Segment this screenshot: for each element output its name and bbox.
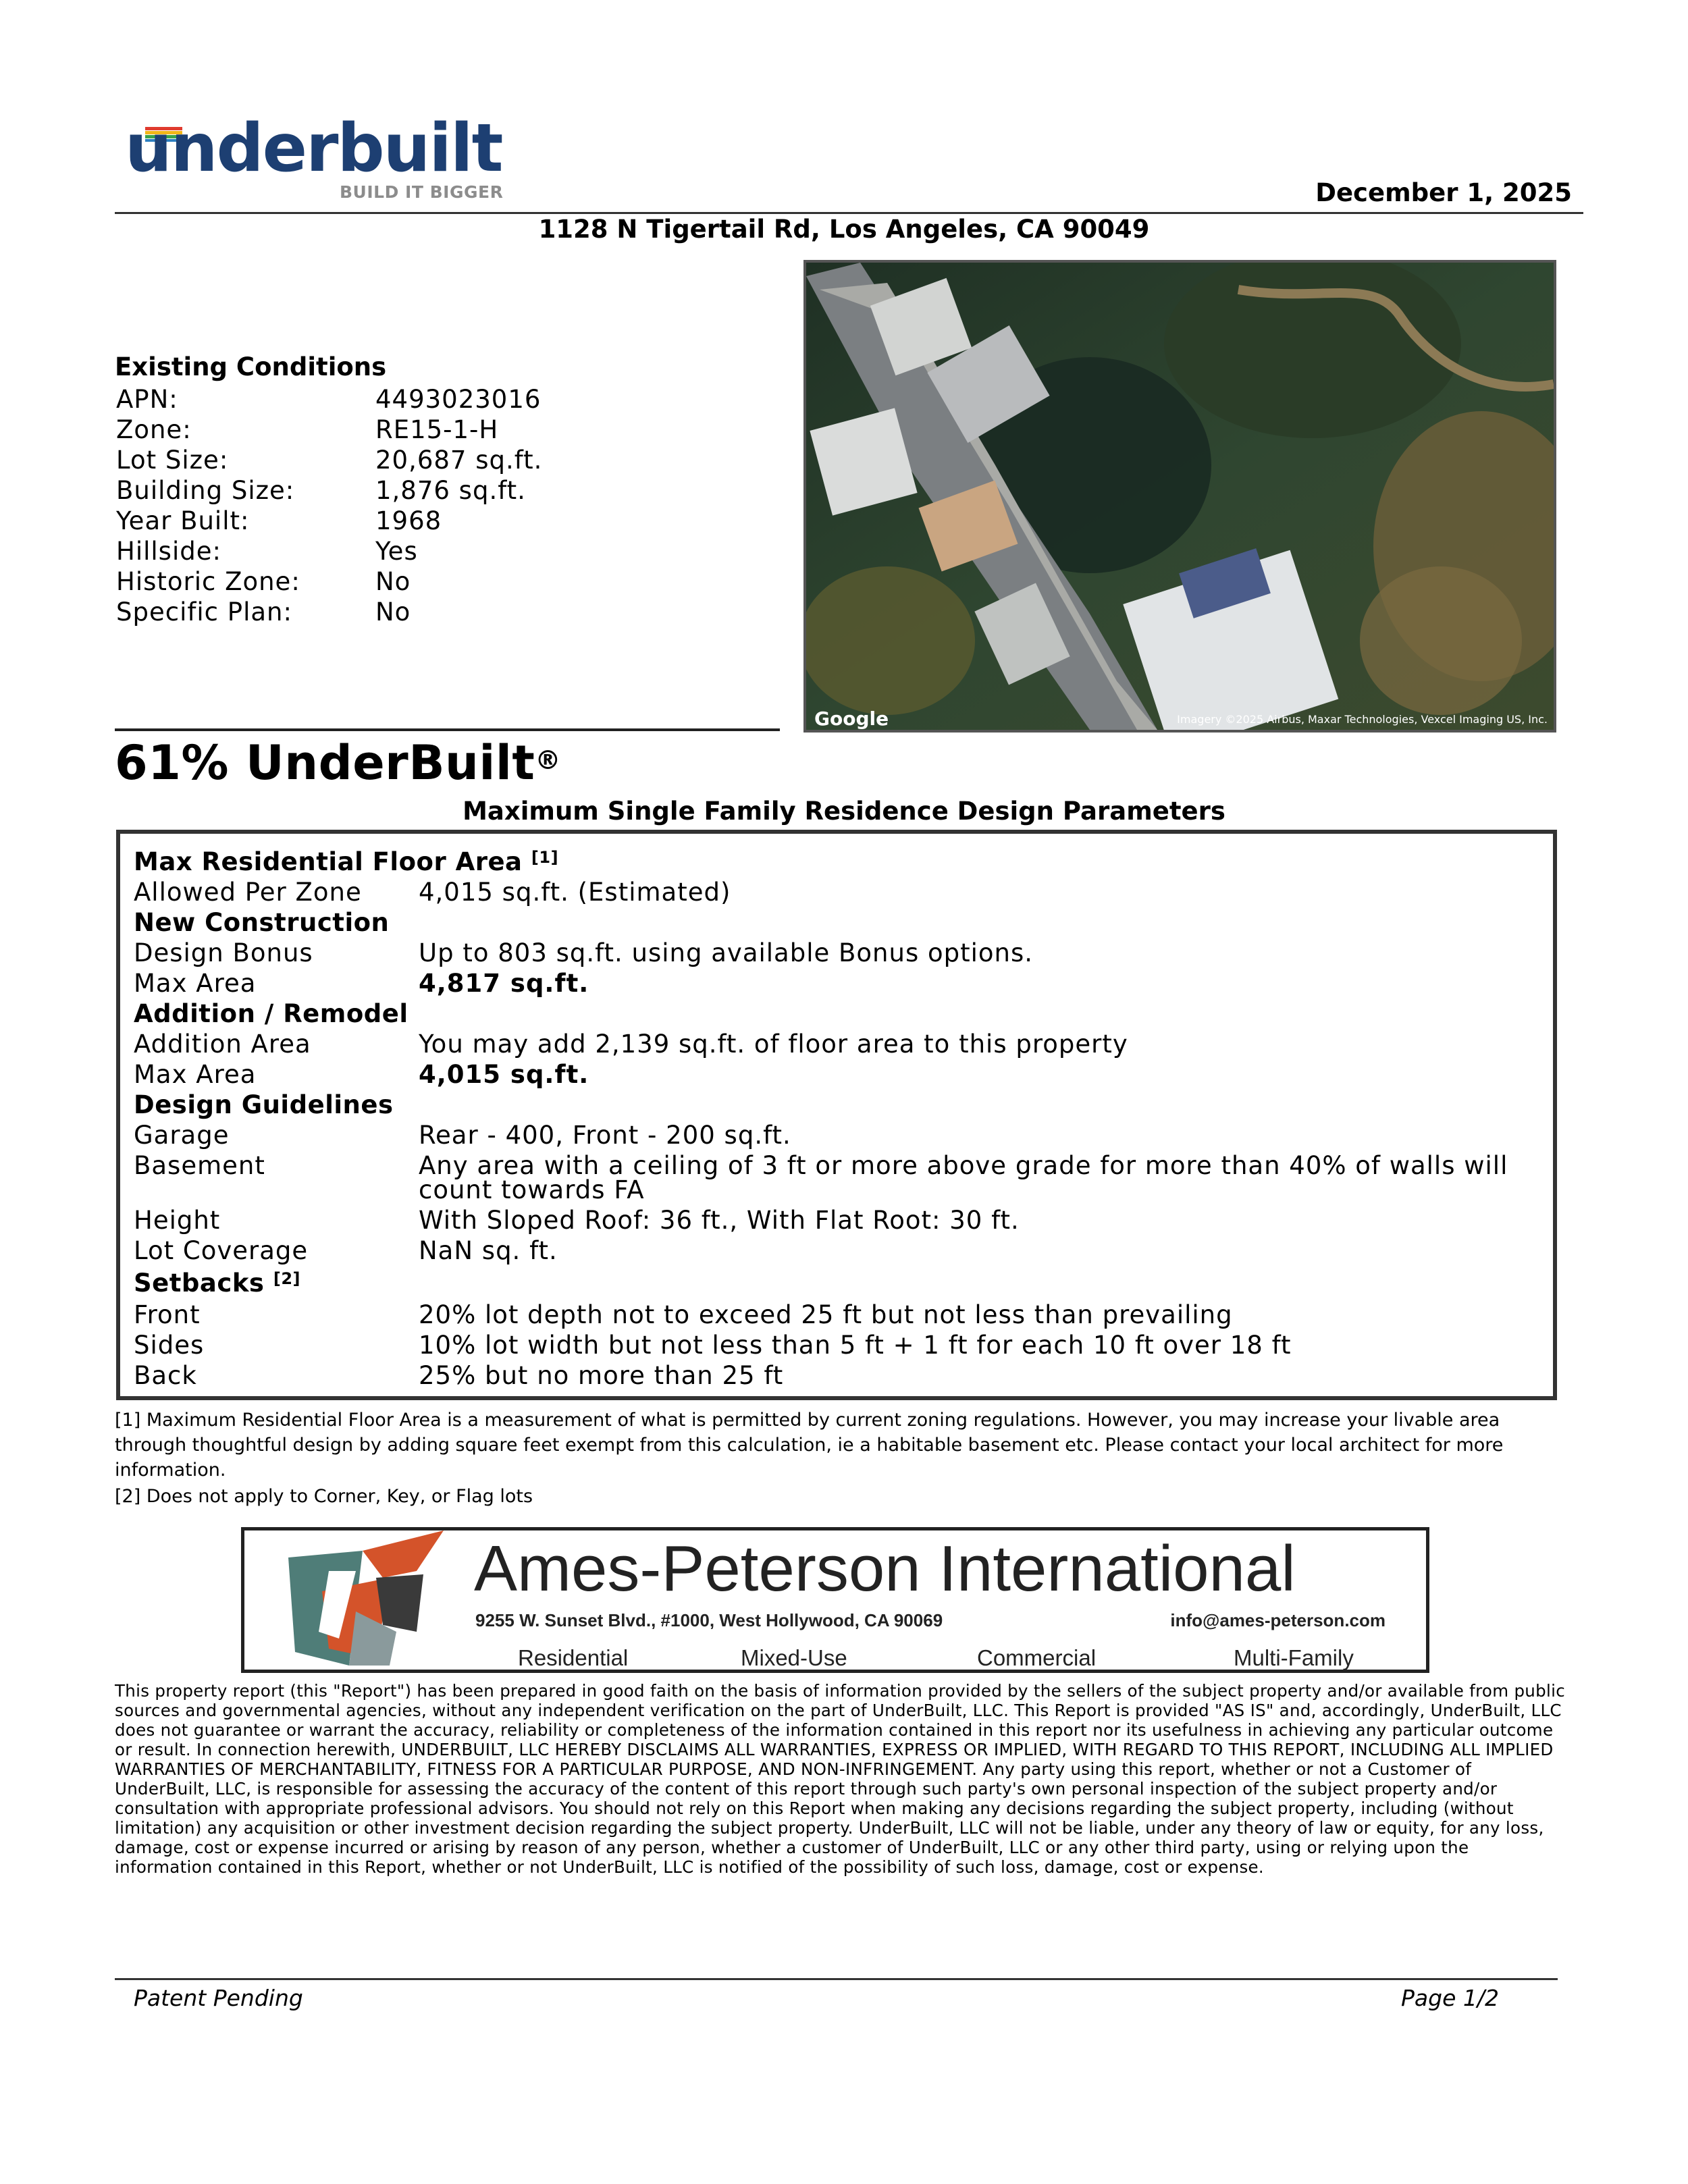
ad-category-multi-family: Multi-Family xyxy=(1234,1645,1354,1670)
design-guidelines-heading: Design Guidelines xyxy=(134,1090,394,1119)
footnote-2: [2] Does not apply to Corner, Key, or Flag lots xyxy=(115,1486,533,1507)
ad-category-residential: Residential xyxy=(518,1645,629,1670)
design-parameters-title: Maximum Single Family Residence Design Parameters xyxy=(463,797,1225,826)
score-divider xyxy=(115,728,780,731)
aerial-image-drawing xyxy=(806,263,1554,730)
page-number: Page 1/2 xyxy=(1401,1985,1499,2011)
ames-peterson-logo-mark xyxy=(282,1530,457,1670)
ad-address: 9255 W. Sunset Blvd., #1000, West Hollywood, CA 90069 xyxy=(475,1610,943,1630)
existing-conditions-heading: Existing Conditions xyxy=(115,352,387,381)
header-divider xyxy=(115,212,1583,214)
logo-wordmark: underbuilt xyxy=(125,110,502,187)
ad-company-name: Ames-Peterson International xyxy=(474,1533,1296,1605)
ad-email[interactable]: info@ames-peterson.com xyxy=(1170,1610,1386,1630)
ad-category-mixed-use: Mixed-Use xyxy=(741,1645,847,1670)
new-construction-heading: New Construction xyxy=(134,908,390,937)
design-parameters-box: Max Residential Floor Area [1] Allowed Per Zone 4,015 sq.ft. (Estimated) New Construction Design Bonus Up to 803 sq.ft. using available Bonus options. Max Area 4,817 sq.ft. Addition / Remodel Addition Area You may add 2,139 sq.ft. of floor area to this property Max Area 4,015 sq.ft. Design Guidelines Garage Rear - 400, Front - 200 sq.ft. Basement Any area with a ceiling of 3 ft or more above grade for more than 40% of walls will count towards FA Height With Sloped Roof: 36 ft., With Flat Root: 30 ft. Lot Coverage NaN sq. ft. Setbacks [2] Front 20% lot depth not to exceed 25 ft but not less than prevailing Sides 10% lot width but not less than 5 ft + 1 ft for each 10 ft over 18 ft Back 25% but no more than 25 ft xyxy=(116,830,1557,1400)
ad-category-commercial: Commercial xyxy=(977,1645,1097,1670)
logo-tagline: BUILD IT BIGGER xyxy=(340,182,504,202)
addition-remodel-heading: Addition / Remodel xyxy=(134,999,408,1028)
footnote-1: [1] Maximum Residential Floor Area is a measurement of what is permitted by current zoning regulations. However, you may increase your livable area through thoughtful design by adding square feet exempt from this calculation, ie a habitable basement etc. Please contact your local architect for more information. xyxy=(115,1410,1504,1481)
legal-disclaimer: This property report (this "Report") has been prepared in good faith on the basis of information provided by the sellers of the subject property and/or available from public sources and governmental agencies, without any independent verification on the part of UnderBuilt, LLC. This Report is provided "AS IS" and, accordingly, UnderBuilt, LLC does not guarantee or warrant the accuracy, reliability or completeness of the information contained in this report nor its usefulness in achieving any particular outcome or result. In connection herewith, UNDERBUILT, LLC HEREBY DISCLAIMS ALL WARRANTIES, EXPRESS OR IMPLIED, WITH REGARD TO THIS REPORT, INCLUDING ALL IMPLIED WARRANTIES OF MERCHANTABILITY, FITNESS FOR A PARTICULAR PURPOSE, AND NON-INFRINGEMENT. Any party using this report, whether or not a Customer of UnderBuilt, LLC, is responsible for assessing the accuracy of the content of this report through such party's own personal inspection of the subject property and/or consultation with appropriate professional advisors. You should not rely on this Report when making any decisions regarding the subject property, including (without limitation) any acquisition or other investment decision regarding the subject property. UnderBuilt, LLC will not be liable, under any theory of law or equity, for any loss, damage, cost or expense incurred or arising by reason of any person, whether a customer of UnderBuilt, LLC or any other third party, using or relying upon the information contained in this Report, whether or not UnderBuilt, LLC is notified of the possibility of such loss, damage, cost or expense. xyxy=(115,1681,1565,1877)
max-floor-area-heading: Max Residential Floor Area [1] xyxy=(134,847,559,876)
footer-divider xyxy=(115,1978,1558,1980)
registered-mark: ® xyxy=(535,745,561,775)
underbuilt-score-text: 61% UnderBuilt xyxy=(115,735,535,791)
footnote-ref-1: [1] xyxy=(531,848,559,867)
ames-peterson-ad-banner[interactable] xyxy=(241,1527,1429,1673)
report-date: December 1, 2025 xyxy=(1315,178,1572,207)
setbacks-heading: Setbacks [2] xyxy=(134,1269,300,1298)
underbuilt-logo xyxy=(125,110,510,203)
aerial-satellite-image xyxy=(803,260,1556,733)
underbuilt-score xyxy=(115,733,561,793)
google-watermark: Google xyxy=(814,708,889,730)
patent-pending-note: Patent Pending xyxy=(134,1985,303,2011)
footnote-ref-2: [2] xyxy=(273,1269,300,1288)
imagery-credit: Imagery ©2025 Airbus, Maxar Technologies, Vexcel Imaging US, Inc. xyxy=(1177,713,1548,726)
property-address: 1128 N Tigertail Rd, Los Angeles, CA 90049 xyxy=(538,215,1150,244)
